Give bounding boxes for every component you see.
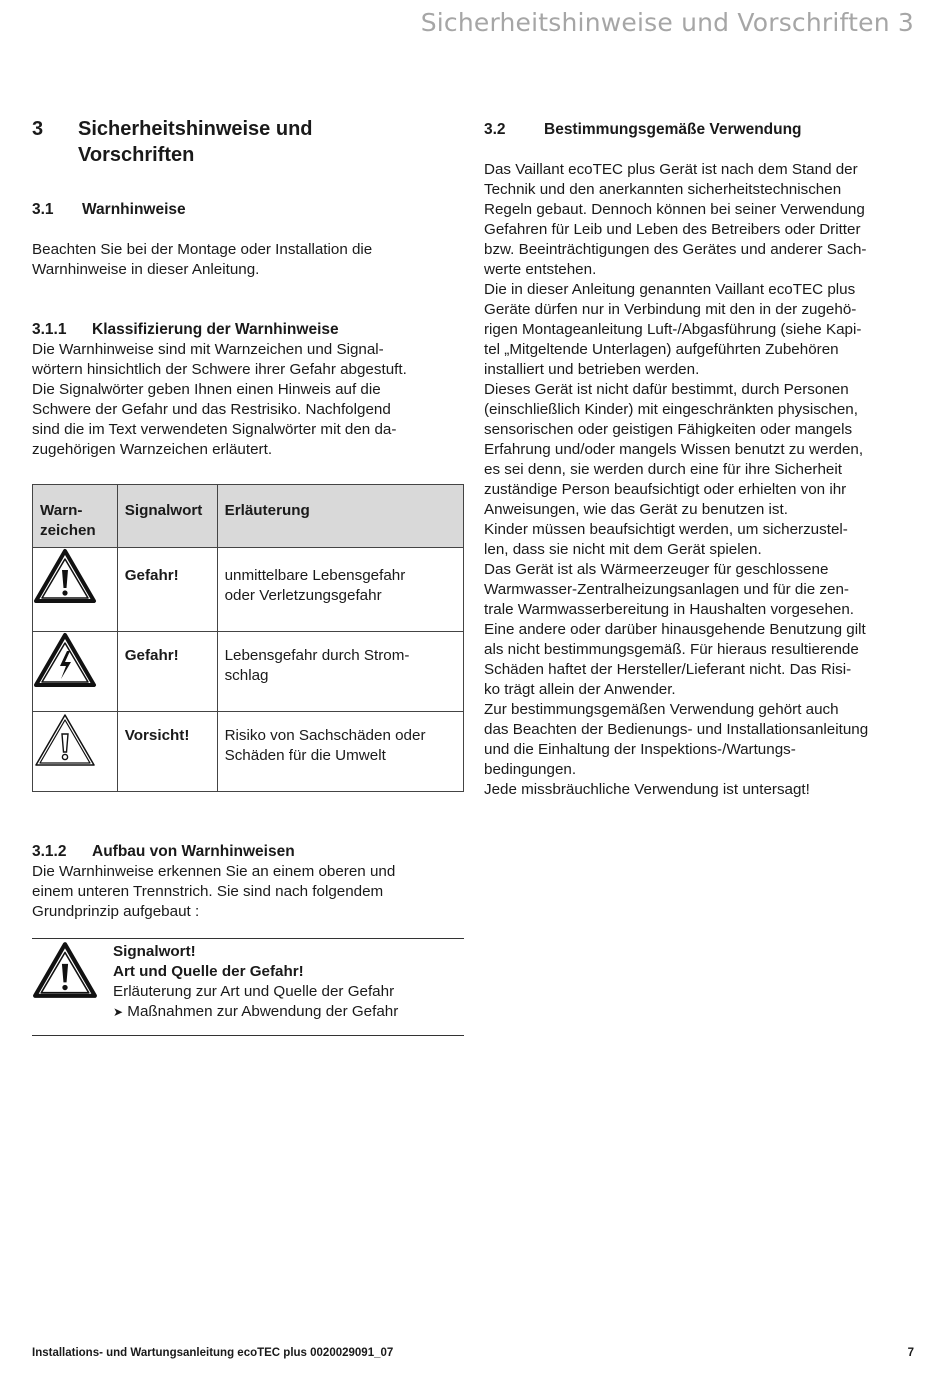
footer-page-number: 7 <box>907 1347 914 1359</box>
example-explanation: Erläuterung zur Art und Quelle der Gefahr <box>113 983 395 1000</box>
section-3-1-2-heading <box>32 842 295 862</box>
signal-word-cell <box>117 548 217 632</box>
explanation-cell <box>217 548 463 632</box>
bottom-separator-rule <box>32 1035 464 1036</box>
text-line: tel „Mitgeltende Unterlagen) aufgeführten Zubehören <box>484 341 839 358</box>
section-3-2-heading <box>484 120 802 140</box>
section-3-2-text <box>484 160 868 800</box>
section-title-line: Vorschriften <box>78 144 195 166</box>
table-header-row <box>33 485 464 548</box>
text-line: (einschließlich Kinder) mit eingeschränkten physischen, <box>484 401 858 418</box>
top-separator-rule <box>32 938 464 939</box>
text-line: ko trägt allein der Anwender. <box>484 681 676 698</box>
section-3-1-2-text <box>32 862 395 922</box>
example-measures-text: Maßnahmen zur Abwendung der Gefahr <box>127 1003 399 1020</box>
explanation-line: unmittelbare Lebensgefahr <box>224 567 406 584</box>
signal-word: Vorsicht! <box>124 727 190 744</box>
section-title-line: Sicherheitshinweise und <box>78 118 313 140</box>
text-line: len, dass sie nicht mit dem Gerät spielen. <box>484 541 762 558</box>
text-line: zuständige Person beaufsichtigt oder erhielten von ihr <box>484 481 847 498</box>
section-3-1-text <box>32 240 372 280</box>
header-label: Erläuterung <box>224 502 310 519</box>
text-line: Dieses Gerät ist nicht dafür bestimmt, durch Personen <box>484 381 849 398</box>
footer-document-title: Installations- und Wartungsanleitung ecoTEC plus 0020029091_07 <box>32 1347 394 1359</box>
text-line: bedingungen. <box>484 761 577 778</box>
warning-exclamation-icon <box>33 548 97 604</box>
table-row <box>33 712 464 792</box>
text-line: Eine andere oder darüber hinausgehende Benutzung gilt <box>484 621 866 638</box>
text-line: installiert und betrieben werden. <box>484 361 700 378</box>
warning-exclamation-icon <box>32 941 98 999</box>
warn-sign-cell <box>33 632 118 712</box>
text-line: Technik und den anerkannten sicherheitstechnischen <box>484 181 842 198</box>
caution-exclamation-icon <box>33 712 97 768</box>
text-line: Schäden haftet der Hersteller/Lieferant nicht. Das Risi- <box>484 661 852 678</box>
explanation-cell <box>217 712 463 792</box>
signal-word-cell <box>117 712 217 792</box>
warning-classification-table <box>32 484 464 792</box>
header-signal-word <box>117 485 217 548</box>
warning-example-block <box>113 942 398 1022</box>
electric-shock-icon <box>33 632 97 688</box>
section-3-1-1-text <box>32 340 407 460</box>
header-label: Signalwort <box>124 502 203 519</box>
text-line: Jede missbräuchliche Verwendung ist untersagt! <box>484 781 810 798</box>
running-header: Sicherheitshinweise und Vorschriften 3 <box>420 8 914 37</box>
explanation-line: Risiko von Sachschäden oder <box>224 727 426 744</box>
text-line: Die in dieser Anleitung genannten Vaillant ecoTEC plus <box>484 281 856 298</box>
header-explanation <box>217 485 463 548</box>
text-line: Regeln gebaut. Dennoch können bei seiner Verwendung <box>484 201 865 218</box>
text-line: sensorischen oder geistigen Fähigkeiten oder mangels <box>484 421 853 438</box>
example-measures <box>113 1002 398 1022</box>
text-line: Warmwasser-Zentralheizungsanlagen und für die zen- <box>484 581 849 598</box>
table-row <box>33 548 464 632</box>
text-line: Kinder müssen beaufsichtigt werden, um sicherzustel- <box>484 521 848 538</box>
text-line: Geräte dürfen nur in Verbindung mit den in der zugehö- <box>484 301 857 318</box>
example-source: Art und Quelle der Gefahr! <box>113 963 304 980</box>
section-title <box>78 116 313 168</box>
explanation-line: schlag <box>224 667 269 684</box>
arrow-icon: ➤ <box>113 1005 124 1019</box>
text-line: Die Warnhinweise sind mit Warnzeichen und Signal- <box>32 341 384 358</box>
text-line: sind die im Text verwendeten Signalwörter mit den da- <box>32 421 397 438</box>
header-line: zeichen <box>40 522 96 539</box>
text-line: trale Warmwasserbereitung in Haushalten vorgesehen. <box>484 601 855 618</box>
text-line: Anweisungen, wie das Gerät zu benutzen ist. <box>484 501 788 518</box>
section-title: Aufbau von Warnhinweisen <box>92 843 295 860</box>
text-line: Grundprinzip aufgebaut : <box>32 903 200 920</box>
section-number: 3 <box>32 118 44 140</box>
text-line: Schwere der Gefahr und das Restrisiko. Nachfolgend <box>32 401 391 418</box>
text-line: wörtern hinsichtlich der Schwere ihrer Gefahr abgestuft. <box>32 361 407 378</box>
text-line: das Beachten der Bedienungs- und Installationsanleitung <box>484 721 869 738</box>
signal-word: Gefahr! <box>124 567 179 584</box>
signal-word-cell <box>117 632 217 712</box>
section-title: Klassifizierung der Warnhinweise <box>92 321 339 338</box>
text-line: als nicht bestimmungsgemäß. Für hieraus resultierende <box>484 641 859 658</box>
text-line: Die Signalwörter geben Ihnen einen Hinweis auf die <box>32 381 381 398</box>
warn-sign-cell <box>33 548 118 632</box>
text-line: werte entstehen. <box>484 261 597 278</box>
explanation-line: oder Verletzungsgefahr <box>224 587 382 604</box>
text-line: Zur bestimmungsgemäßen Verwendung gehört auch <box>484 701 839 718</box>
text-line: einem unteren Trennstrich. Sie sind nach folgendem <box>32 883 384 900</box>
section-title: Bestimmungsgemäße Verwendung <box>544 121 802 138</box>
section-number: 3.1 <box>32 201 54 218</box>
text-line: Das Gerät ist als Wärmeerzeuger für geschlossene <box>484 561 829 578</box>
section-title: Warnhinweise <box>82 201 186 218</box>
text-line: Erfahrung und/oder mangels Wissen benutzt zu werden, <box>484 441 864 458</box>
explanation-cell <box>217 632 463 712</box>
section-number: 3.2 <box>484 121 506 138</box>
section-3-1-heading <box>32 200 186 220</box>
text-line: Die Warnhinweise erkennen Sie an einem oberen und <box>32 863 396 880</box>
text-line: zugehörigen Warnzeichen erläutert. <box>32 441 273 458</box>
header-line: Warn- <box>40 502 83 519</box>
example-signal-word: Signalwort! <box>113 943 196 960</box>
explanation-line: Schäden für die Umwelt <box>224 747 386 764</box>
text-line: rigen Montageanleitung Luft-/Abgasführung (siehe Kapi- <box>484 321 862 338</box>
text-line: Gefahren für Leib und Leben des Betreibers oder Dritter <box>484 221 861 238</box>
text-line: es sei denn, sie werden durch eine für ihre Sicherheit <box>484 461 842 478</box>
section-3-1-1-heading <box>32 320 339 340</box>
text-line: und die Einhaltung der Inspektions-/Wartungs- <box>484 741 796 758</box>
explanation-line: Lebensgefahr durch Strom- <box>224 647 410 664</box>
section-number: 3.1.2 <box>32 843 67 860</box>
warn-sign-cell <box>33 712 118 792</box>
table-row <box>33 632 464 712</box>
section-number: 3.1.1 <box>32 321 67 338</box>
text-line: Beachten Sie bei der Montage oder Installation die <box>32 241 373 258</box>
text-line: Warnhinweise in dieser Anleitung. <box>32 261 260 278</box>
text-line: bzw. Beeinträchtigungen des Gerätes und anderer Sach- <box>484 241 867 258</box>
signal-word: Gefahr! <box>124 647 179 664</box>
text-line: Das Vaillant ecoTEC plus Gerät ist nach dem Stand der <box>484 161 858 178</box>
header-warn-sign <box>33 485 118 548</box>
